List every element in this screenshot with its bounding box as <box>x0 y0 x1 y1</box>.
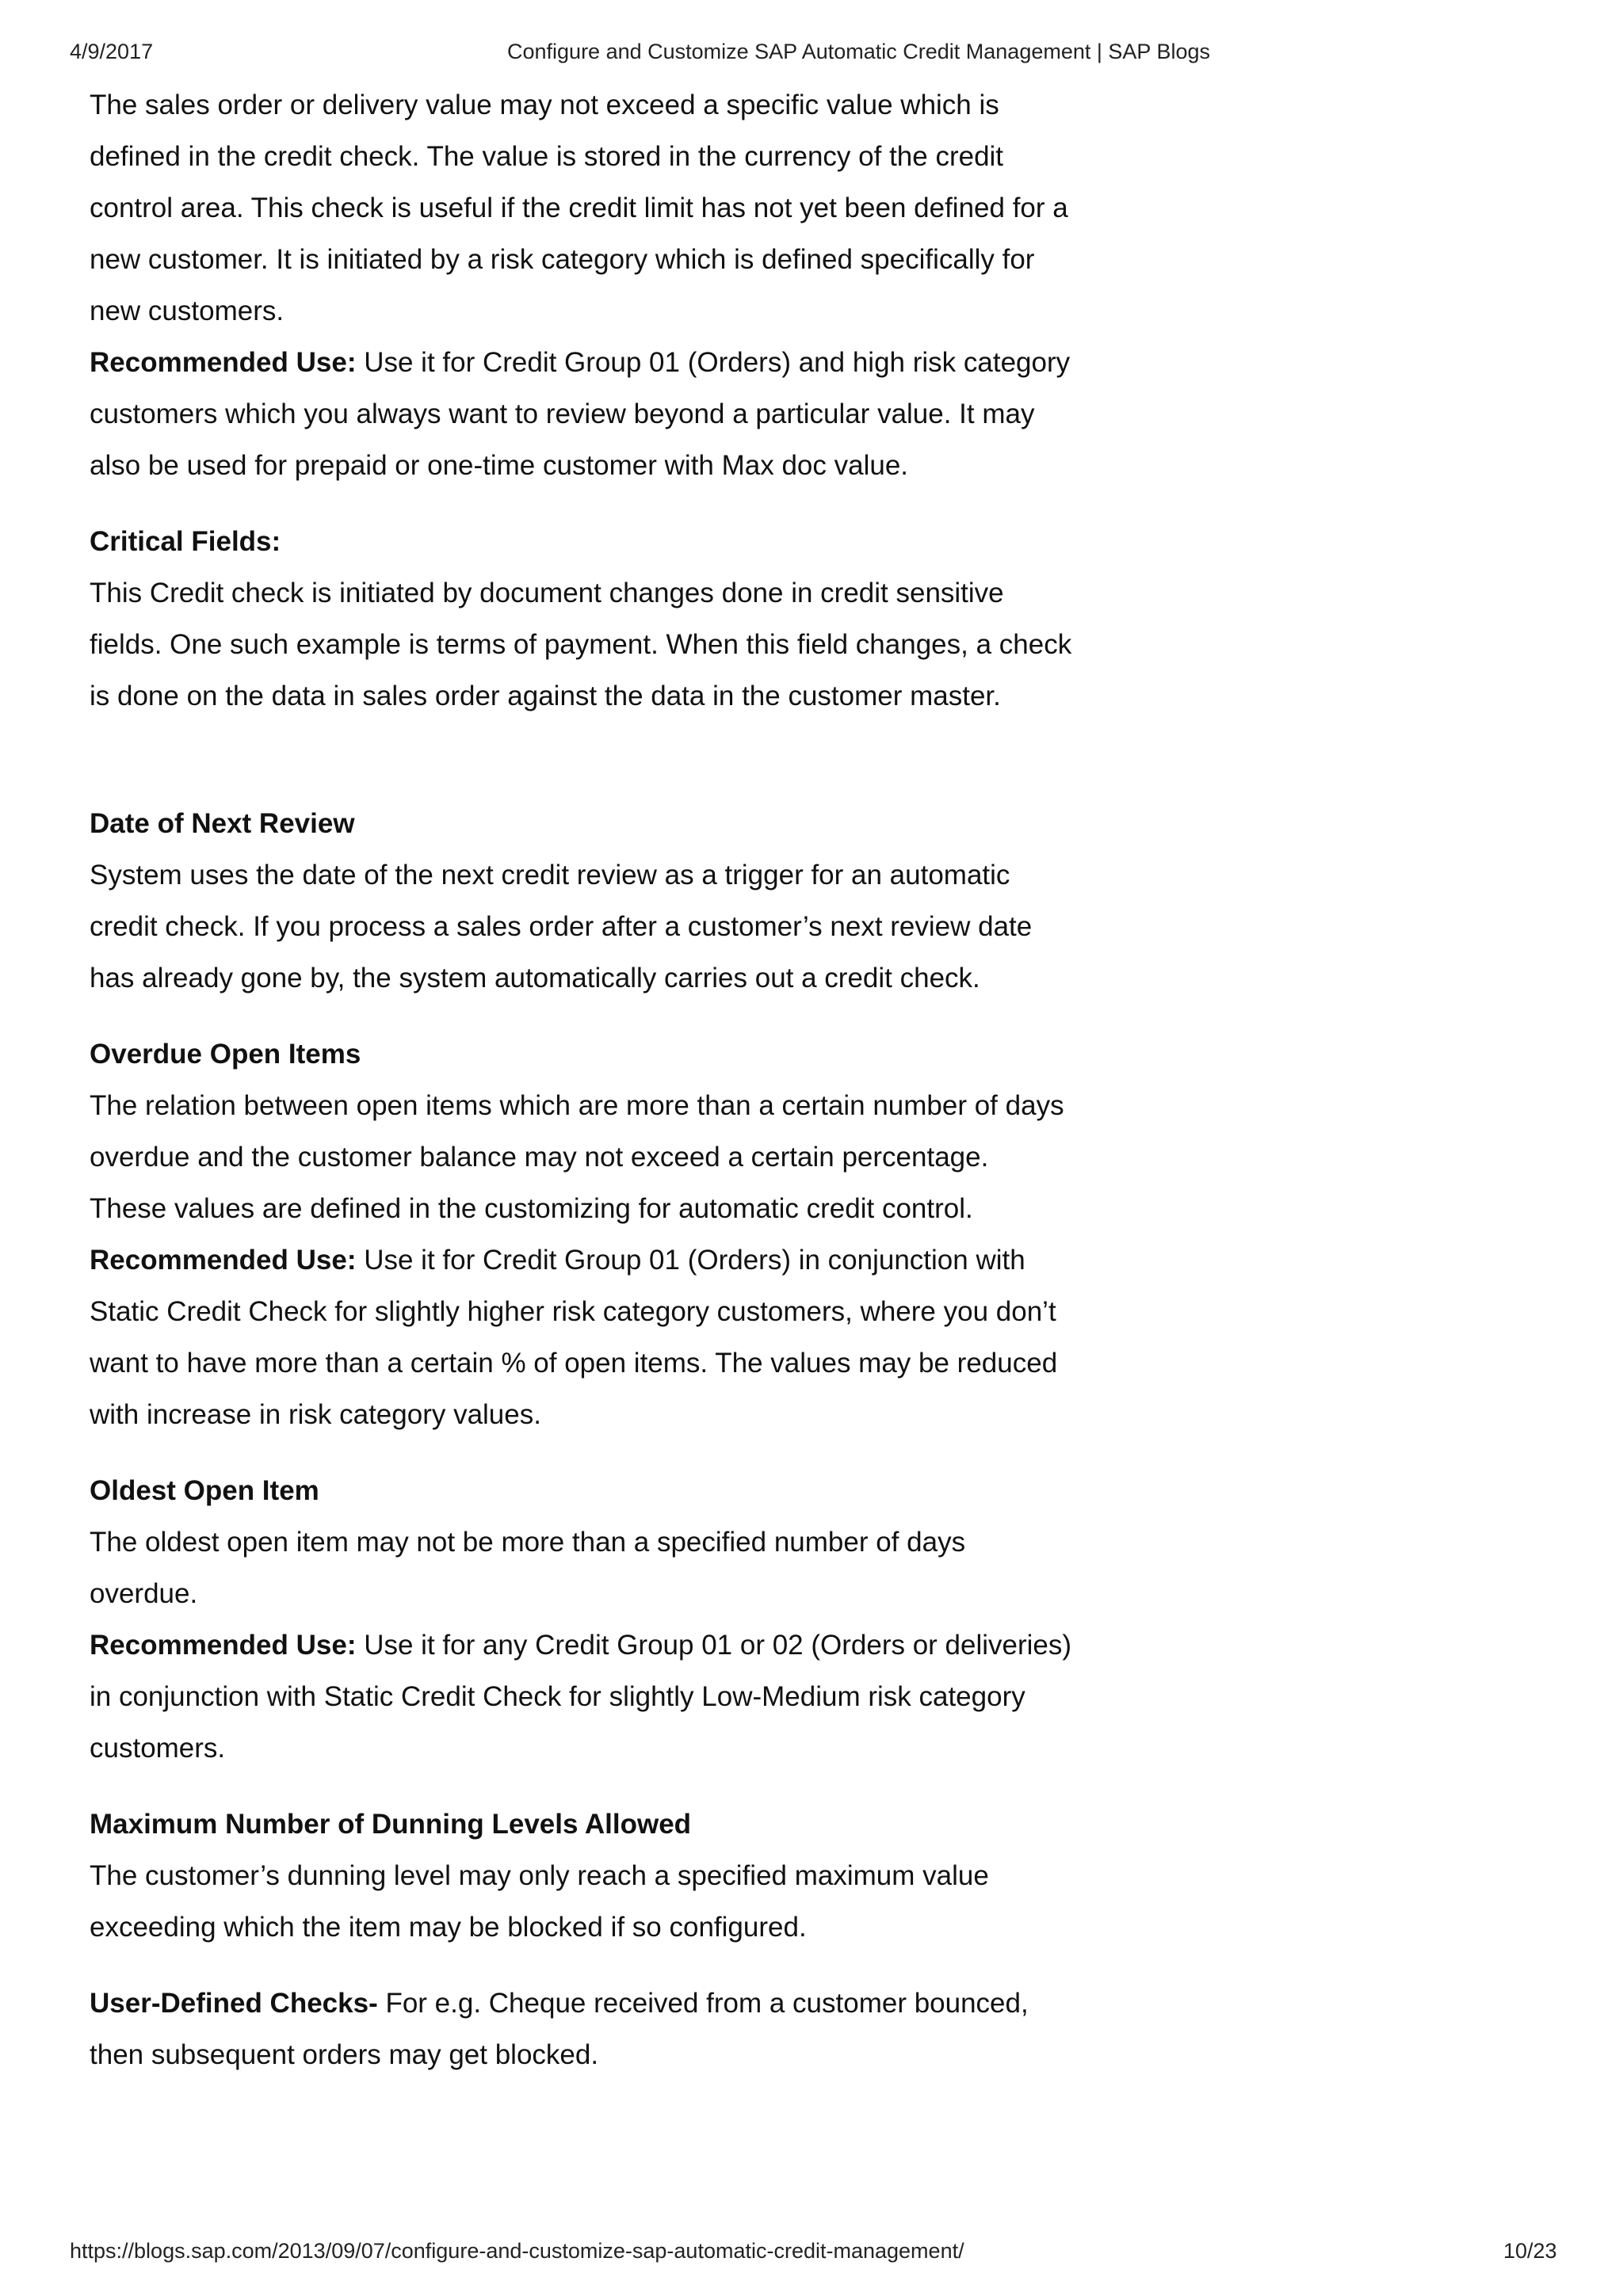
article-body <box>90 79 1072 2081</box>
critical-fields-paragraph: This Credit check is initiated by document changes done in credit sensitive fields. One such example is terms of payment. When this field changes, a check is done on the data in sales order against the data in the customer master. <box>90 578 1072 711</box>
next-review-paragraph: System uses the date of the next credit review as a trigger for an automatic credit check. If you process a sales order after a customer’s next review date has already gone by, the system automatically carries out a credit check. <box>90 860 1033 994</box>
page-header-title: Configure and Customize SAP Automatic Credit Management | SAP Blogs <box>507 40 1210 63</box>
max-doc-value-paragraph: The sales order or delivery value may not exceed a specific value which is defined in the credit check. The value is stored in the currency of the credit control area. This check is useful if the credit limit has not yet been defined for a new customer. It is initiated by a risk category which is defined specifically for new customers. <box>90 90 1068 326</box>
page-number: 10/23 <box>1503 2239 1557 2263</box>
next-review-heading: Date of Next Review <box>90 808 355 839</box>
page-header-date: 4/9/2017 <box>70 40 154 63</box>
recommended-use-label: Recommended Use: <box>90 1245 357 1276</box>
oldest-open-item-recommendation <box>90 1619 1072 1774</box>
user-defined-checks-label: User-Defined Checks- <box>90 1988 378 2019</box>
page-footer-url: https://blogs.sap.com/2013/09/07/configure-and-customize-sap-automatic-credit-management/ <box>70 2239 964 2263</box>
oldest-open-item-paragraph: The oldest open item may not be more than a specified number of days overdue. <box>90 1527 966 1609</box>
recommended-use-label: Recommended Use: <box>90 1630 357 1661</box>
recommended-use-label: Recommended Use: <box>90 347 357 378</box>
overdue-open-items-heading: Overdue Open Items <box>90 1039 361 1070</box>
recommended-use-text: Use it for Credit Group 01 (Orders) and high risk category customers which you always want to review beyond a particular value. It may also be used for prepaid or one-time customer with Max doc value. <box>90 347 1071 481</box>
user-defined-checks-text: For e.g. Cheque received from a customer bounced, then subsequent orders may get blocked. <box>90 1988 1029 2070</box>
recommended-use-text: Use it for Credit Group 01 (Orders) in conjunction with Static Credit Check for slightly higher risk category customers, where you don’t want to have more than a certain % of open items. The values may be reduced with increase in risk category values. <box>90 1245 1058 1430</box>
overdue-open-items-recommendation <box>90 1234 1072 1440</box>
user-defined-checks-paragraph <box>90 1978 1072 2081</box>
critical-fields-heading: Critical Fields: <box>90 526 281 557</box>
dunning-levels-heading: Maximum Number of Dunning Levels Allowed <box>90 1809 692 1840</box>
recommended-use-text: Use it for any Credit Group 01 or 02 (Orders or deliveries) in conjunction with Static Credit Check for slightly Low-Medium risk category customers. <box>90 1630 1072 1764</box>
oldest-open-item-heading: Oldest Open Item <box>90 1475 319 1506</box>
dunning-levels-paragraph: The customer’s dunning level may only reach a specified maximum value exceeding which the item may be blocked if so configured. <box>90 1860 989 1943</box>
max-doc-value-recommendation <box>90 337 1072 491</box>
overdue-open-items-paragraph: The relation between open items which are more than a certain number of days overdue and the customer balance may not exceed a certain percentage. These values are defined in the customizing for automatic credit control. <box>90 1090 1064 1224</box>
